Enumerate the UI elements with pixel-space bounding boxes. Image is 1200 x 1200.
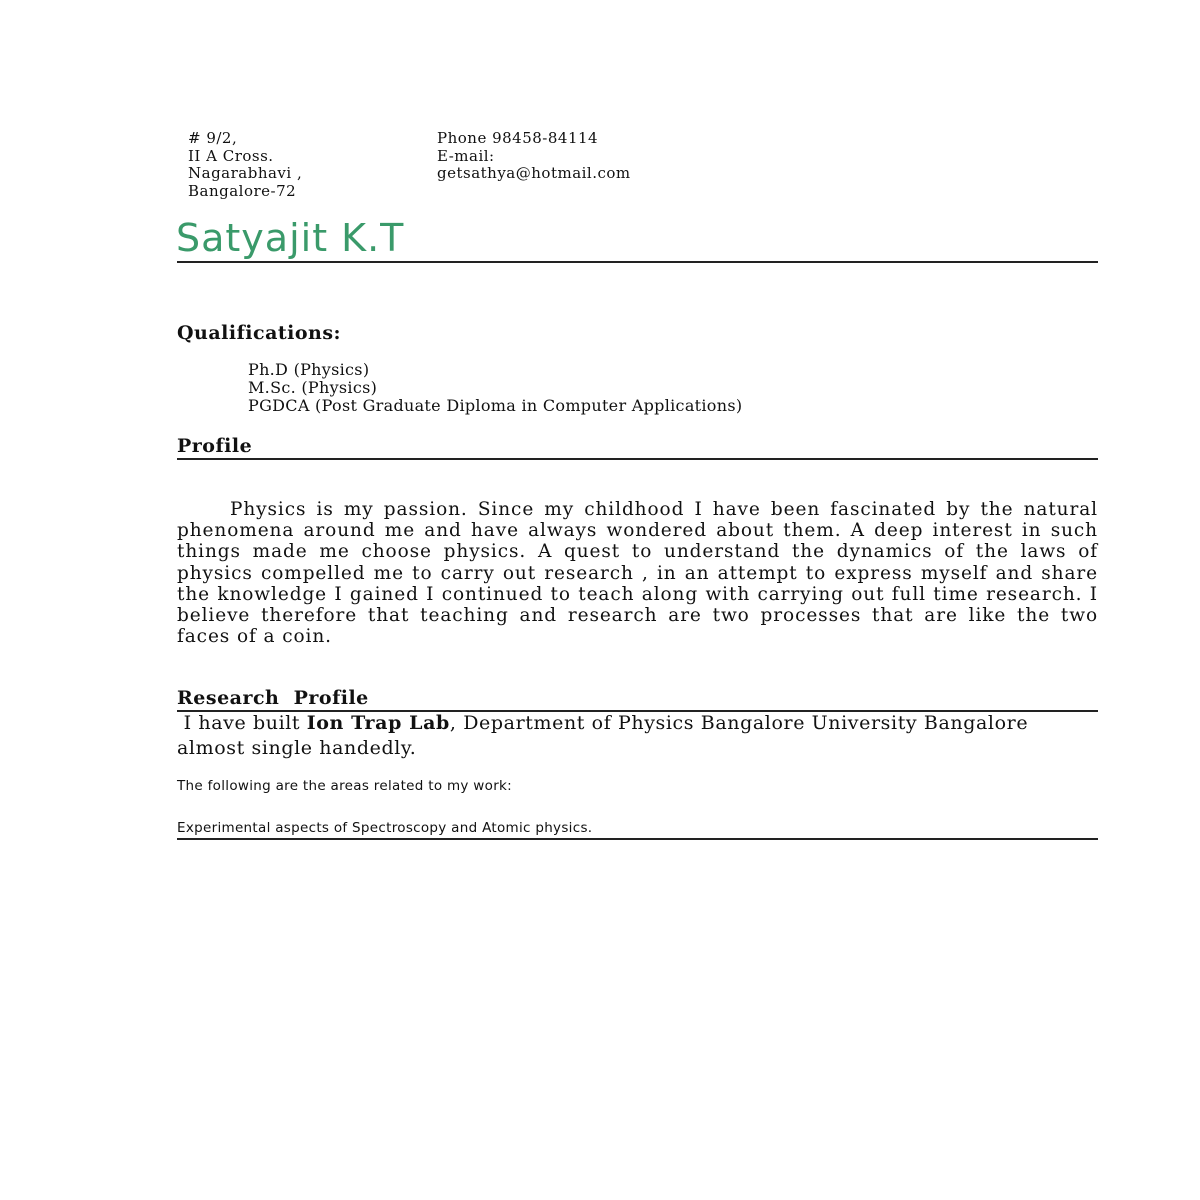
qualification-item: PGDCA (Post Graduate Diploma in Computer Applications) (248, 396, 743, 415)
email-address: getsathya@hotmail.com (437, 164, 631, 182)
address-block (188, 130, 302, 200)
research-heading: Research Profile (177, 687, 369, 709)
address-line: Nagarabhavi , (188, 164, 303, 182)
profile-paragraph: Physics is my passion. Since my childhood I have been fascinated by the natural phenomena around me and have always wondered about them. A deep interest in such things made me choose physics. A quest to understand the dynamics of the laws of physics compelled me to carry out research , in an attempt to express myself and share the knowledge I gained I continued to teach along with carrying out full time research. I believe therefore that teaching and research are two processes that are like the two faces of a coin. (177, 499, 1098, 648)
lab-name: Ion Trap Lab (306, 712, 450, 734)
bottom-divider (177, 838, 1098, 840)
name-divider (177, 261, 1098, 263)
areas-intro: The following are the areas related to my work: (177, 778, 513, 794)
person-name: Satyajit K.T (176, 216, 405, 260)
address-line: # 9/2, (188, 129, 238, 147)
qualification-item: M.Sc. (Physics) (248, 378, 378, 397)
research-paragraph (177, 711, 1098, 761)
qualifications-heading: Qualifications: (177, 322, 342, 344)
address-line: II A Cross. (188, 146, 274, 165)
profile-divider (177, 458, 1098, 460)
phone-line: Phone 98458-84114 (437, 129, 599, 147)
research-area: Experimental aspects of Spectroscopy and Atomic physics. (177, 820, 593, 836)
email-label: E-mail: (437, 146, 495, 165)
profile-heading: Profile (177, 435, 253, 457)
contact-block (437, 130, 631, 183)
qualifications-list (248, 361, 742, 415)
address-line: Bangalore-72 (188, 181, 297, 200)
research-text-before: I have built (177, 712, 307, 734)
research-text-after: , Department of Physics Bangalore University Bangalore almost single handedly. (177, 712, 1029, 759)
qualification-item: Ph.D (Physics) (248, 360, 370, 379)
